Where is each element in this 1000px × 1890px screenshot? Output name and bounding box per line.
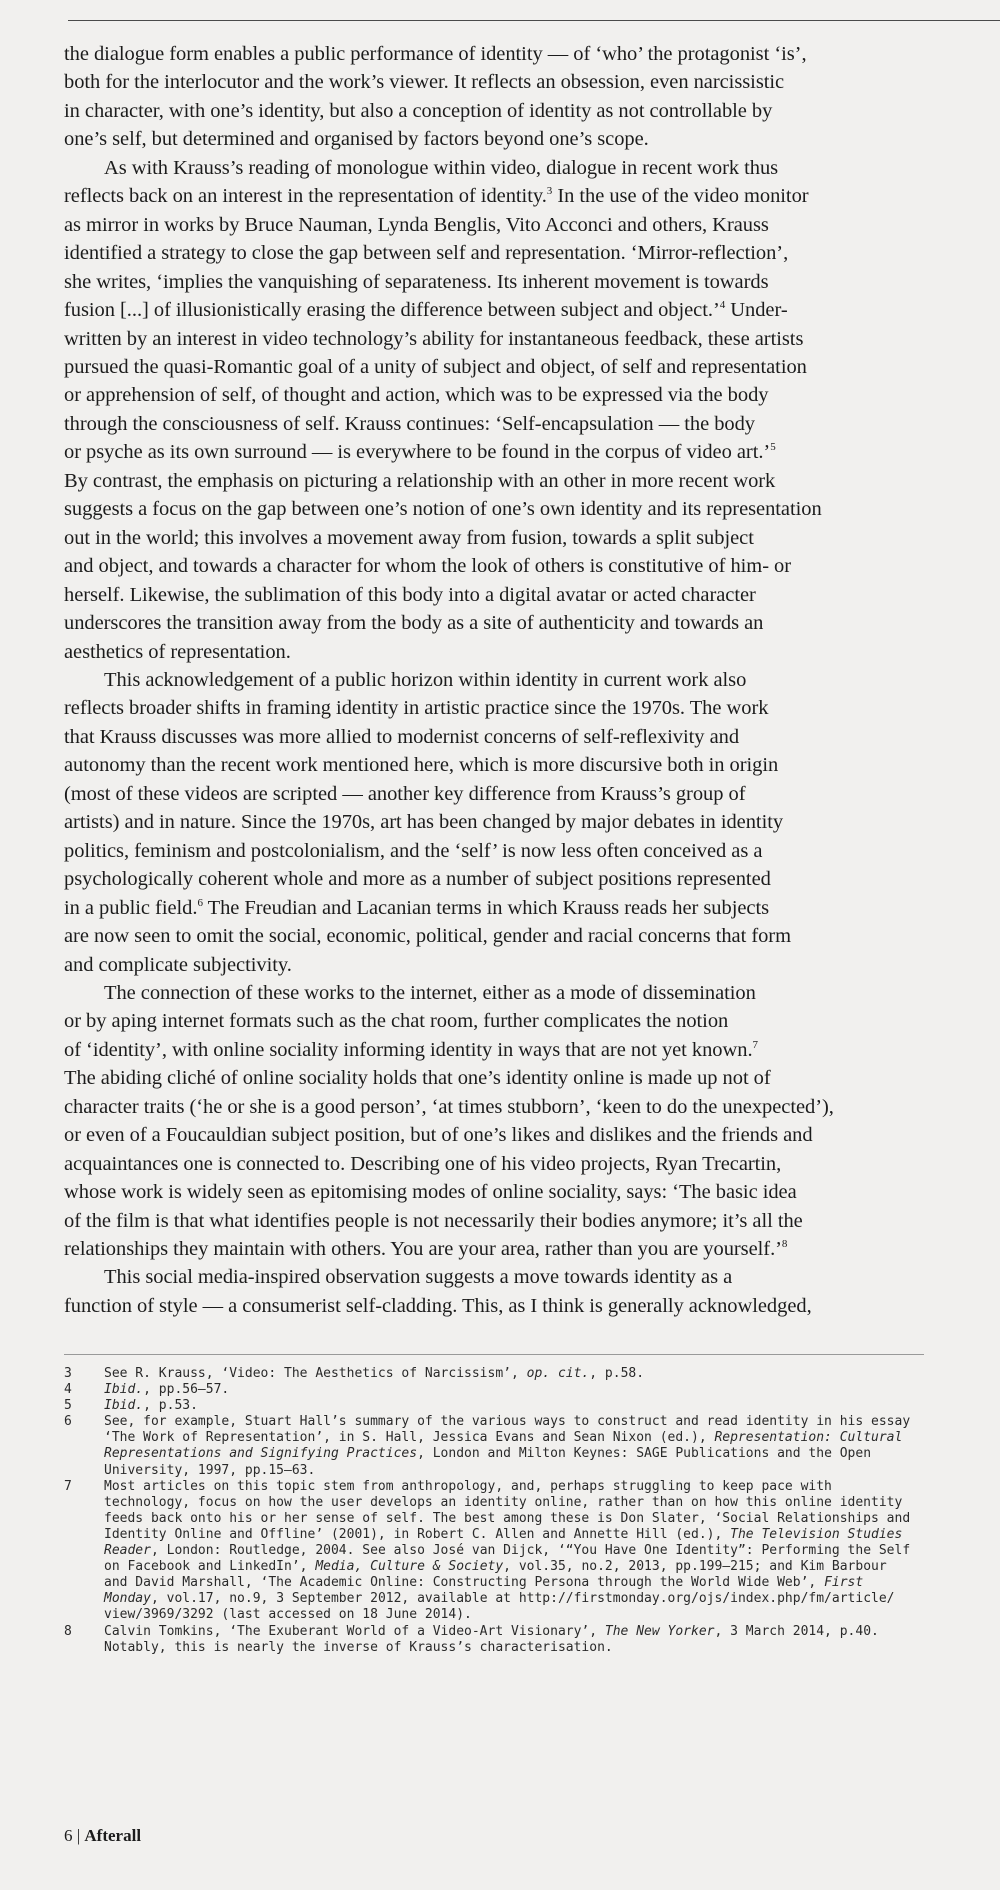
footnote-ref: 6 <box>197 896 203 909</box>
footnote-line <box>104 1575 910 1591</box>
footnote-line <box>104 1543 910 1559</box>
line-text: character traits (‘he or she is a good person’, ‘at times stubborn’, ‘keen to do the unexpected’), <box>64 1095 834 1118</box>
text-line <box>64 1036 944 1064</box>
text-line <box>64 40 944 68</box>
page-footer <box>64 1826 141 1846</box>
italic-text: op. cit. <box>526 1366 590 1381</box>
article-body <box>64 40 944 1320</box>
text-line <box>64 1007 944 1035</box>
line-text: Under- <box>725 299 788 322</box>
italic-text: Representation: Cultural <box>714 1430 903 1446</box>
text-line <box>64 922 944 950</box>
text-line <box>64 325 944 353</box>
line-text: politics, feminism and postcolonialism, and the ‘self’ is now less often conceived as a <box>64 839 763 862</box>
top-rule <box>68 20 1000 21</box>
text-line <box>64 581 944 609</box>
line-text: fusion [...] of illusionistically erasing the difference between subject and object.’ <box>64 299 720 322</box>
line-text: This acknowledgement of a public horizon within identity in current work also <box>104 668 747 691</box>
footnote-segment: , pp.56—57. <box>143 1382 230 1398</box>
italic-text: Ibid. <box>104 1398 144 1414</box>
text-line <box>64 68 944 96</box>
paragraph <box>64 40 944 154</box>
line-text: in a public field. <box>64 896 198 919</box>
text-line <box>64 666 944 694</box>
footnote-line <box>104 1511 910 1527</box>
text-line <box>64 1121 944 1149</box>
text-line <box>64 353 944 381</box>
footnote-divider <box>64 1354 924 1355</box>
footnote-line <box>104 1414 910 1430</box>
line-text: she writes, ‘implies the vanquishing of separateness. Its inherent movement is towards <box>64 270 769 293</box>
text-line <box>64 723 944 751</box>
footnote-segment: , London: Routledge, 2004. See also José van Dijck, ‘“You Have One Identity”: Performing the Self <box>150 1543 911 1559</box>
text-line <box>64 296 944 324</box>
text-line <box>64 381 944 409</box>
footnote-number: 7 <box>64 1478 72 1494</box>
footnote-line <box>104 1591 910 1607</box>
text-line <box>64 438 944 466</box>
line-text: of ‘identity’, with online sociality informing identity in ways that are not yet known. <box>64 1038 753 1061</box>
line-text: relationships they maintain with others. You are your area, rather than you are yourself.’ <box>64 1238 782 1261</box>
footnote-line <box>104 1479 910 1495</box>
footnote <box>64 1624 944 1656</box>
text-line <box>64 837 944 865</box>
footnote-segment: ‘The Work of Representation’, in S. Hall, Jessica Evans and Sean Nixon (ed.), <box>104 1430 715 1446</box>
footnote <box>64 1414 944 1478</box>
text-line <box>64 638 944 666</box>
line-text: in character, with one’s identity, but also a conception of identity as not controllable by <box>64 99 773 122</box>
text-line <box>64 467 944 495</box>
text-line <box>64 1292 944 1320</box>
footnote <box>64 1366 944 1382</box>
text-line <box>64 268 944 296</box>
text-line <box>64 1235 944 1263</box>
footnote-segment: , 3 March 2014, p.40. <box>714 1623 879 1639</box>
line-text: acquaintances one is connected to. Describing one of his video projects, Ryan Trecartin, <box>64 1152 782 1175</box>
line-text: psychologically coherent whole and more as a number of subject positions represented <box>64 868 771 891</box>
text-line <box>64 495 944 523</box>
italic-text: Reader <box>104 1543 151 1559</box>
footnote-segment: feeds back onto his or her sense of self. The best among these is Don Slater, ‘Social Relationships and <box>104 1510 911 1526</box>
line-text: This social media-inspired observation suggests a move towards identity as a <box>104 1266 733 1289</box>
page-number: 6 <box>64 1826 73 1845</box>
text-line <box>64 1263 944 1291</box>
footnote-line <box>104 1382 229 1398</box>
text-line <box>64 751 944 779</box>
footnote-segment: on Facebook and LinkedIn’, <box>104 1559 316 1575</box>
footnote-segment: , London and Milton Keynes: SAGE Publications and the Open <box>417 1446 872 1462</box>
line-text: reflects back on an interest in the representation of identity. <box>64 185 547 208</box>
line-text: aesthetics of representation. <box>64 640 291 663</box>
footnote-ref: 8 <box>781 1238 788 1251</box>
paragraph <box>64 979 944 1264</box>
text-line <box>64 609 944 637</box>
footnote-segment: , vol.17, no.9, 3 September 2012, available at http://firstmonday.org/ojs/index.php/fm/article/ <box>150 1591 895 1607</box>
line-text: or apprehension of self, of thought and action, which was to be expressed via the body <box>64 384 769 407</box>
footnote-line <box>104 1640 879 1656</box>
footnote-number: 6 <box>64 1414 72 1430</box>
footnote-segment: University, 1997, pp.15—63. <box>104 1462 316 1478</box>
text-line <box>64 239 944 267</box>
line-text: as mirror in works by Bruce Nauman, Lynda Benglis, Vito Acconci and others, Krauss <box>64 213 769 236</box>
line-text: The connection of these works to the internet, either as a mode of dissemination <box>104 981 756 1004</box>
paragraph <box>64 154 944 666</box>
footnote-segment: , p.58. <box>589 1366 645 1381</box>
footnote-segment: , vol.35, no.2, 2013, pp.199—215; and Kim Barbour <box>503 1559 887 1575</box>
footnote-text <box>104 1366 644 1382</box>
footnote <box>64 1382 944 1398</box>
text-line <box>64 1150 944 1178</box>
footnote-line <box>104 1527 910 1543</box>
footnote-segment: Notably, this is nearly the inverse of Krauss’s characterisation. <box>104 1639 613 1655</box>
italic-text: Ibid. <box>104 1382 144 1398</box>
paragraph <box>64 1263 944 1320</box>
footnote-segment: Calvin Tomkins, ‘The Exuberant World of a Video-Art Visionary’, <box>104 1623 605 1639</box>
paragraph <box>64 666 944 979</box>
footnote-line <box>104 1607 910 1623</box>
footnote-ref: 5 <box>770 441 776 454</box>
italic-text: First <box>824 1575 864 1591</box>
italic-text: Media, Culture & Society <box>315 1559 504 1575</box>
line-text: whose work is widely seen as epitomising modes of online sociality, says: ‘The basic idea <box>64 1181 797 1204</box>
line-text: function of style — a consumerist self-cladding. This, as I think is generally acknowledged, <box>64 1294 812 1317</box>
line-text: In the use of the video monitor <box>552 185 809 208</box>
text-line <box>64 1093 944 1121</box>
footnote-text <box>104 1479 910 1624</box>
footnotes <box>64 1366 944 1656</box>
text-line <box>64 1207 944 1235</box>
text-line <box>64 125 944 153</box>
footnote-text <box>104 1414 910 1478</box>
footnote-line <box>104 1430 910 1446</box>
line-text: or even of a Foucauldian subject position, but of one’s likes and dislikes and the friends and <box>64 1124 813 1147</box>
footnote-number: 3 <box>64 1366 72 1381</box>
italic-text: The New Yorker <box>604 1623 715 1639</box>
italic-text: Monday <box>104 1591 151 1607</box>
text-line <box>64 951 944 979</box>
footnote-ref: 4 <box>719 299 726 312</box>
italic-text: The Television Studies <box>730 1526 903 1542</box>
line-text: the dialogue form enables a public performance of identity — of ‘who’ the protagonist ‘is’, <box>64 43 807 65</box>
line-text: one’s self, but determined and organised by factors beyond one’s scope. <box>64 128 649 151</box>
footnote <box>64 1479 944 1624</box>
publication-name: Afterall <box>84 1826 142 1845</box>
footnote-segment: See, for example, Stuart Hall’s summary of the various ways to construct and read identity in his essay <box>104 1414 911 1430</box>
text-line <box>64 808 944 836</box>
footer-separator: | <box>76 1826 81 1845</box>
footnote-segment: technology, focus on how the user develops an identity online, rather than on how this online identity <box>104 1494 903 1510</box>
text-line <box>64 552 944 580</box>
line-text: are now seen to omit the social, economic, political, gender and racial concerns that form <box>64 925 791 948</box>
line-text: herself. Likewise, the sublimation of this body into a digital avatar or acted character <box>64 583 756 606</box>
footnote-segment: , p.53. <box>143 1398 198 1414</box>
text-line <box>64 524 944 552</box>
footnote-segment: Identity Online and Offline’ (2001), in Robert C. Allen and Annette Hill (ed.), <box>104 1526 731 1542</box>
footnote-line <box>104 1446 910 1462</box>
line-text: through the consciousness of self. Krauss continues: ‘Self-encapsulation — the body <box>64 412 755 435</box>
footnote-segment: and David Marshall, ‘The Academic Online: Constructing Persona through the World Wide Web’, <box>104 1575 825 1591</box>
footnote-line <box>104 1463 910 1479</box>
line-text: pursued the quasi-Romantic goal of a unity of subject and object, of self and representation <box>64 355 807 378</box>
line-text: identified a strategy to close the gap between self and representation. ‘Mirror-reflection’, <box>64 242 789 265</box>
text-line <box>64 865 944 893</box>
italic-text: Representations and Signifying Practices <box>104 1446 418 1462</box>
footnote-text <box>104 1382 229 1398</box>
footnote-number: 4 <box>64 1382 72 1398</box>
line-text: and complicate subjectivity. <box>64 953 292 976</box>
text-line <box>64 154 944 182</box>
footnote <box>64 1398 944 1414</box>
text-line <box>64 97 944 125</box>
footnote-line <box>104 1366 644 1382</box>
line-text: The abiding cliché of online sociality holds that one’s identity online is made up not of <box>64 1067 771 1090</box>
footnote-segment: Most articles on this topic stem from anthropology, and, perhaps struggling to keep pace with <box>104 1478 832 1494</box>
footnote-segment: See R. Krauss, ‘Video: The Aesthetics of Narcissism’, <box>104 1366 527 1381</box>
footnote-ref: 3 <box>546 185 553 198</box>
text-line <box>64 694 944 722</box>
footnote-number: 8 <box>64 1623 72 1639</box>
text-line <box>64 979 944 1007</box>
line-text: autonomy than the recent work mentioned here, which is more discursive both in origin <box>64 754 779 777</box>
text-line <box>64 182 944 210</box>
line-text: or psyche as its own surround — is everywhere to be found in the corpus of video art.’ <box>64 441 771 464</box>
footnote-ref: 7 <box>752 1038 758 1051</box>
text-line <box>64 780 944 808</box>
footnote-number: 5 <box>64 1398 72 1414</box>
line-text: underscores the transition away from the body as a site of authenticity and towards an <box>64 612 764 635</box>
line-text: As with Krauss’s reading of monologue within video, dialogue in recent work thus <box>104 156 779 179</box>
text-line <box>64 1064 944 1092</box>
footnote-segment: view/3969/3292 (last accessed on 18 June 2014). <box>104 1607 472 1623</box>
line-text: By contrast, the emphasis on picturing a relationship with an other in more recent work <box>64 469 776 492</box>
footnote-line <box>104 1624 879 1640</box>
line-text: (most of these videos are scripted — another key difference from Krauss’s group of <box>64 782 746 805</box>
line-text: or by aping internet formats such as the chat room, further complicates the notion <box>64 1010 729 1033</box>
footnote-line <box>104 1398 198 1414</box>
footnote-line <box>104 1559 910 1575</box>
line-text: suggests a focus on the gap between one’s notion of one’s own identity and its representation <box>64 498 822 521</box>
text-line <box>64 211 944 239</box>
footnote-line <box>104 1495 910 1511</box>
line-text: and object, and towards a character for whom the look of others is constitutive of him- or <box>64 555 792 578</box>
text-line <box>64 1178 944 1206</box>
footnote-text <box>104 1398 198 1414</box>
line-text: that Krauss discusses was more allied to modernist concerns of self-reflexivity and <box>64 725 740 748</box>
text-line <box>64 410 944 438</box>
line-text: both for the interlocutor and the work’s viewer. It reflects an obsession, even narcissistic <box>64 71 785 94</box>
footnote-text <box>104 1624 879 1656</box>
line-text: out in the world; this involves a movement away from fusion, towards a split subject <box>64 526 754 549</box>
line-text: written by an interest in video technology’s ability for instantaneous feedback, these artists <box>64 327 804 350</box>
line-text: artists) and in nature. Since the 1970s, art has been changed by major debates in identity <box>64 811 784 834</box>
line-text: of the film is that what identifies people is not necessarily their bodies anymore; it’s all the <box>64 1209 803 1232</box>
text-line <box>64 894 944 922</box>
line-text: The Freudian and Lacanian terms in which Krauss reads her subjects <box>202 896 770 919</box>
line-text: reflects broader shifts in framing identity in artistic practice since the 1970s. The work <box>64 697 769 720</box>
